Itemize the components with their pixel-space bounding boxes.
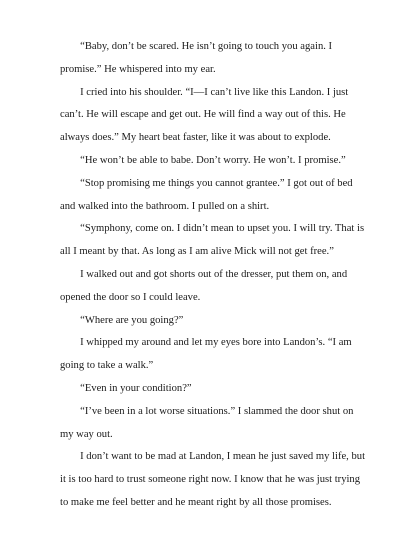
paragraph: I don’t want to be mad at Landon, I mean he just saved my life, but it is too hard to trust someone right now. I know that he was just trying to make me feel better and he meant right by all those promises. [60, 451, 366, 508]
paragraph: “Baby, don’t be scared. He isn’t going to touch you again. I promise.” He whispered into my ear. [60, 41, 333, 75]
body-text [60, 36, 366, 515]
paragraph: “Even in your condition?” [80, 382, 192, 394]
paragraph: “Where are you going?” [80, 314, 184, 326]
paragraph: I cried into his shoulder. “I—I can’t live like this Landon. I just can’t. He will escape and get out. He will find a way out of this. He always does.” My heart beat faster, like it was about to explode. [60, 86, 349, 144]
paragraph: I whipped my around and let my eyes bore into Landon’s. “I am going to take a walk.” [60, 337, 352, 372]
paragraph: I walked out and got shorts out of the dresser, put them on, and opened the door so I could leave. [60, 268, 348, 303]
paragraph: “He won’t be able to babe. Don’t worry. He won’t. I promise.” [80, 154, 346, 166]
paragraph: “I’ve been in a lot worse situations.” I slammed the door shut on my way out. [60, 405, 354, 440]
paragraph: “Symphony, come on. I didn’t mean to upset you. I will try. That is all I meant by that. As long as I am alive Mick will not get free.” [60, 223, 365, 258]
paragraph: “Stop promising me things you cannot grantee.” I got out of bed and walked into the bathroom. I pulled on a shirt. [60, 177, 353, 212]
